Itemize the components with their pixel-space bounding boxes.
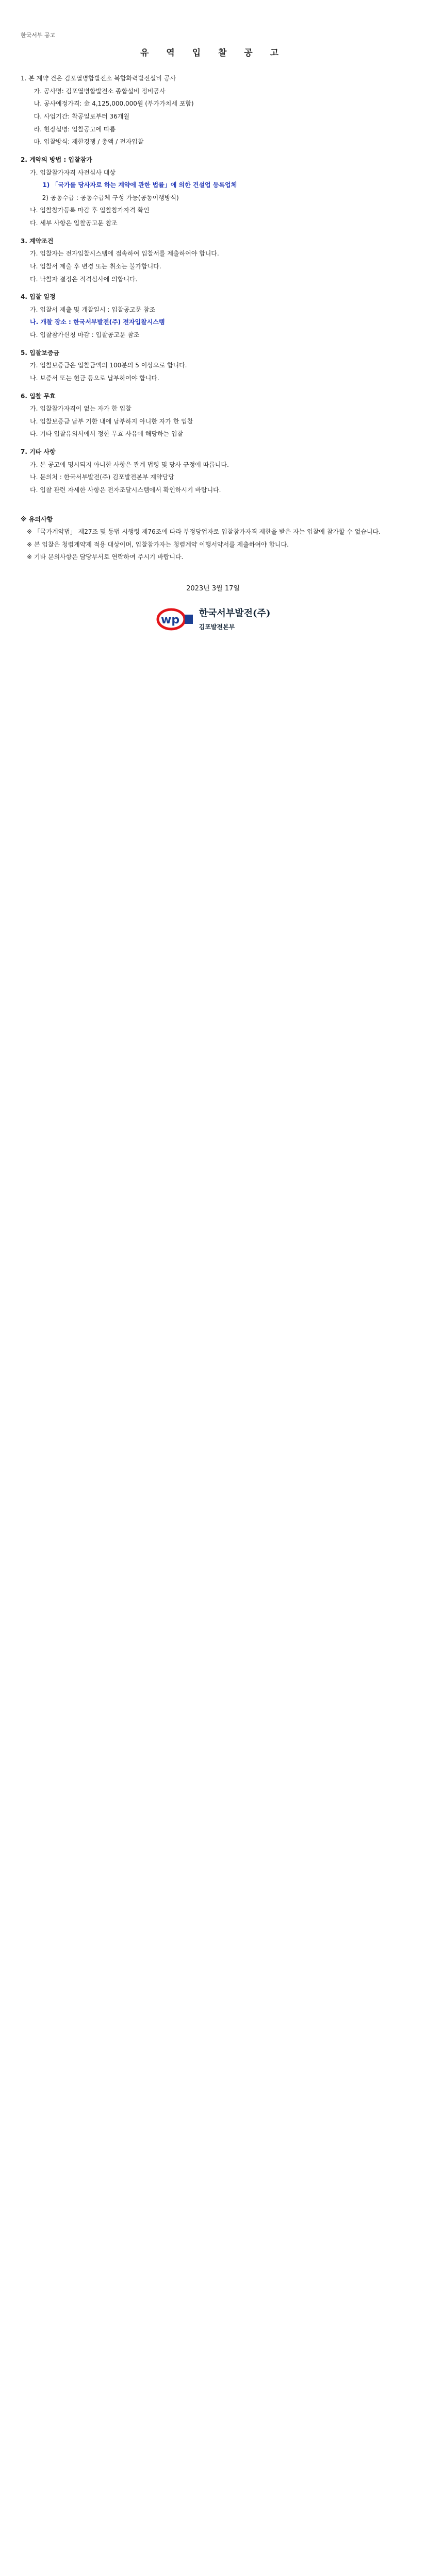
- notes-heading: ※ 유의사항: [21, 515, 53, 523]
- section-6: [21, 391, 405, 440]
- section-line: 가. 본 공고에 명시되지 아니한 사항은 관계 법령 및 당사 규정에 따릅니다.: [30, 461, 229, 468]
- section-heading: 6. 입찰 무효: [21, 392, 56, 400]
- intro-line: 가. 공사명: 김포열병합발전소 종합설비 정비공사: [30, 87, 166, 95]
- note-item: ※ 「국가계약법」 제27조 및 동법 시행령 제76조에 따라 부정당업자로 입찰참가자격 제한을 받은 자는 입찰에 참가할 수 없습니다.: [27, 528, 381, 536]
- section-heading: 3. 계약조건: [21, 237, 54, 245]
- note-item: ※ 본 입찰은 청렴계약제 적용 대상이며, 입찰참가자는 청렴계약 이행서약서를 제출하여야 합니다.: [27, 540, 289, 548]
- section-line: 다. 입찰 관련 자세한 사항은 전자조달시스템에서 확인하시기 바랍니다.: [30, 486, 221, 494]
- organization-logo: [21, 606, 405, 633]
- intro-line: 나. 공사예정가격: 金 4,125,000,000원 (부가가치세 포함): [30, 100, 194, 108]
- organization-main-name: 한국서부발전(주): [199, 608, 271, 619]
- section-line: 다. 기타 입찰유의서에서 정한 무효 사유에 해당하는 입찰: [30, 430, 184, 438]
- svg-text:wp: wp: [160, 614, 179, 627]
- section-line: 다. 낙찰자 결정은 적격심사에 의합니다.: [30, 275, 138, 283]
- document-page: [0, 0, 426, 694]
- section-4: [21, 292, 405, 341]
- section-line: 가. 입찰참가자격 사전심사 대상: [30, 168, 116, 176]
- section-line: 나. 입찰보증금 납부 기한 내에 납부하지 아니한 자가 한 입찰: [30, 417, 193, 425]
- section-heading: 5. 입찰보증금: [21, 349, 60, 357]
- section-heading: 7. 기타 사항: [21, 448, 56, 456]
- section-line: 나. 보증서 또는 현금 등으로 납부하여야 합니다.: [30, 374, 159, 382]
- organization-name: [199, 606, 271, 633]
- intro-block: [21, 73, 405, 147]
- section-line-highlight: 나. 개찰 장소 : 한국서부발전(주) 전자입찰시스템: [30, 318, 165, 326]
- section-line: 나. 문의처 : 한국서부발전(주) 김포발전본부 계약담당: [30, 473, 174, 481]
- organization-sub-name: 김포발전본부: [199, 623, 235, 631]
- section-5: [21, 348, 405, 384]
- intro-line: 1. 본 계약 건은 김포열병합발전소 복합화력발전설비 공사: [21, 75, 176, 82]
- section-line: 나. 입찰서 제출 후 변경 또는 취소는 불가합니다.: [30, 262, 161, 270]
- section-2: [21, 155, 405, 229]
- section-3: [21, 236, 405, 285]
- section-line: 다. 세부 사항은 입찰공고문 참조: [30, 219, 118, 227]
- section-line: 가. 입찰서 제출 및 개찰일시 : 입찰공고문 참조: [30, 306, 156, 313]
- section-line: 다. 입찰참가신청 마감 : 입찰공고문 참조: [30, 331, 140, 339]
- section-heading: 4. 입찰 일정: [21, 293, 56, 301]
- section-line: 가. 입찰보증금은 입찰금액의 100분의 5 이상으로 합니다.: [30, 362, 187, 369]
- notes-block: [21, 514, 405, 563]
- section-7: [21, 447, 405, 496]
- intro-line: 라. 현장설명: 입찰공고에 따름: [30, 125, 116, 133]
- document-title: 유 역 입 찰 공 고: [140, 47, 286, 58]
- section-line-highlight: 1) 「국가를 당사자로 하는 계약에 관한 법률」에 의한 건설업 등록업체: [38, 181, 237, 189]
- kowepo-logo-icon: [156, 607, 194, 631]
- intro-line: 마. 입찰방식: 제한경쟁 / 총액 / 전자입찰: [30, 138, 144, 146]
- section-line: 나. 입찰참가등록 마감 후 입찰참가자격 확인: [30, 207, 150, 214]
- notice-date: 2023년 3월 17일: [186, 585, 240, 593]
- section-line: 2) 공동수급 : 공동수급체 구성 가능(공동이행방식): [38, 194, 179, 201]
- note-item: ※ 기타 문의사항은 담당부서로 연락하여 주시기 바랍니다.: [27, 553, 184, 561]
- intro-line: 다. 사업기간: 착공일로부터 36개월: [30, 113, 129, 121]
- section-line: 가. 입찰참가자격이 없는 자가 한 입찰: [30, 405, 132, 413]
- notice-label: 한국서부 공고: [21, 32, 56, 39]
- section-line: 가. 입찰자는 전자입찰시스템에 접속하여 입찰서를 제출하여야 합니다.: [30, 250, 219, 258]
- section-heading: 2. 계약의 방법 : 입찰참가: [21, 156, 92, 163]
